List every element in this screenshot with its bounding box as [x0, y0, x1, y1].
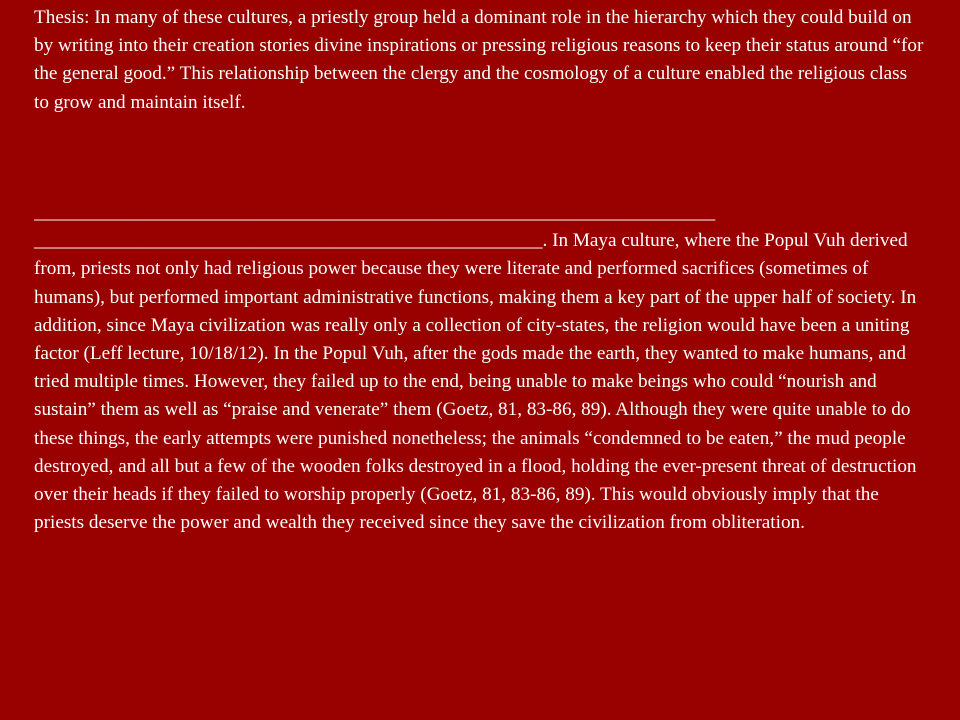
blank-fill-line-2: _____________________________________________________ [34, 230, 543, 252]
blank-fill-line-1: _______________________________________________________________________ [34, 202, 716, 223]
body-text: . In Maya culture, where the Popul Vuh derived from, priests not only had religious power because they were literate and performed sacrifices (sometimes of humans), but performed important administrative functions, making them a key part of the upper half of society. In addition, since Maya civilization was really only a collection of city-states, the religion would have been a uniting factor (Leff lecture, 10/18/12). In the Popul Vuh, after the gods made the earth, they wanted to make humans, and tried multiple times. However, they failed up to the end, being unable to make beings who could “nourish and sustain” them as well as “praise and venerate” them (Goetz, 81, 83-86, 89). Although they were quite unable to do these things, the early attempts were punished nonetheless; the animals “condemned to be eaten,” the mud people destroyed, and all but a few of the wooden folks destroyed in a flood, holding the ever-present threat of destruction over their heads if they failed to worship properly (Goetz, 81, 83-86, 89). This would obviously imply that the priests deserve the power and wealth they received since they save the civilization from obliteration. [34, 230, 917, 534]
body-paragraph [34, 199, 926, 537]
thesis-paragraph: Thesis: In many of these cultures, a priestly group held a dominant role in the hierarchy which they could build on by writing into their creation stories divine inspirations or pressing religious reasons to keep their status around “for the general good.” This relationship between the clergy and the cosmology of a culture enabled the religious class to grow and maintain itself. [34, 7, 924, 113]
